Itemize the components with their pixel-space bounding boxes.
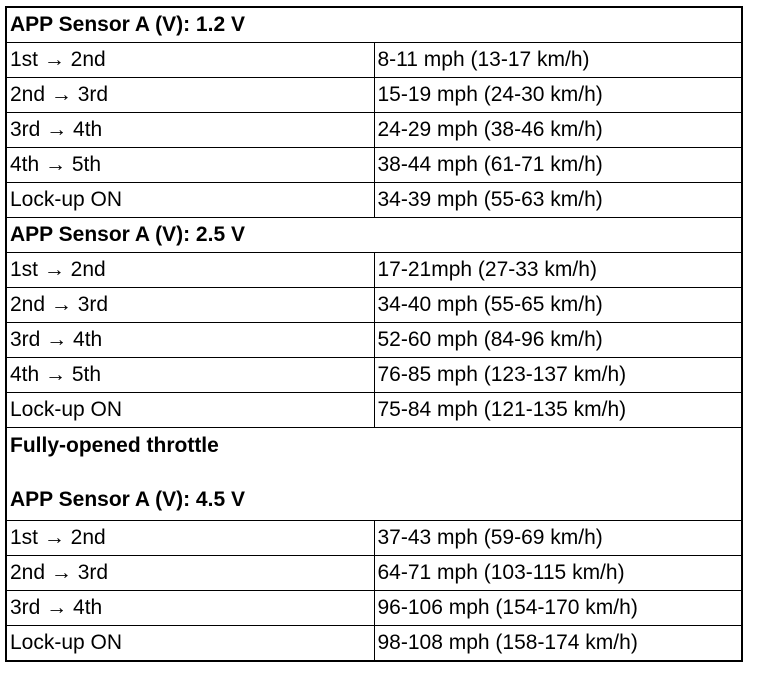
speed-cell: 76-85 mph (123-137 km/h) [374, 358, 742, 393]
gear-cell: Lock-up ON [6, 626, 374, 662]
table-row [6, 358, 742, 393]
gear-cell: 3rd → 4th [6, 323, 374, 358]
table-row [6, 556, 742, 591]
gear-cell: Lock-up ON [6, 393, 374, 428]
section-header-row [6, 428, 742, 521]
gear-cell: 1st → 2nd [6, 521, 374, 556]
section-subheading: Fully-opened throttle [10, 434, 219, 457]
section-heading: APP Sensor A (V): 1.2 V [6, 7, 742, 43]
gear-cell: 2nd → 3rd [6, 556, 374, 591]
table-row [6, 183, 742, 218]
table-row [6, 148, 742, 183]
speed-cell: 34-40 mph (55-65 km/h) [374, 288, 742, 323]
speed-cell: 52-60 mph (84-96 km/h) [374, 323, 742, 358]
table-row [6, 43, 742, 78]
table-row [6, 78, 742, 113]
speed-cell: 8-11 mph (13-17 km/h) [374, 43, 742, 78]
gear-cell: 3rd → 4th [6, 591, 374, 626]
speed-cell: 38-44 mph (61-71 km/h) [374, 148, 742, 183]
speed-cell: 64-71 mph (103-115 km/h) [374, 556, 742, 591]
gear-cell: 2nd → 3rd [6, 78, 374, 113]
speed-cell: 96-106 mph (154-170 km/h) [374, 591, 742, 626]
section-heading-block [6, 428, 742, 521]
gear-cell: 3rd → 4th [6, 113, 374, 148]
table-row [6, 323, 742, 358]
gear-cell: 2nd → 3rd [6, 288, 374, 323]
table-row [6, 591, 742, 626]
speed-cell: 98-108 mph (158-174 km/h) [374, 626, 742, 662]
table-row [6, 253, 742, 288]
gear-cell: 4th → 5th [6, 148, 374, 183]
section-spacer [10, 458, 741, 488]
speed-cell: 75-84 mph (121-135 km/h) [374, 393, 742, 428]
table-row [6, 113, 742, 148]
gear-cell: 1st → 2nd [6, 253, 374, 288]
speed-cell: 17-21mph (27-33 km/h) [374, 253, 742, 288]
gear-cell: Lock-up ON [6, 183, 374, 218]
speed-cell: 37-43 mph (59-69 km/h) [374, 521, 742, 556]
table-row [6, 626, 742, 662]
speed-cell: 15-19 mph (24-30 km/h) [374, 78, 742, 113]
section-header-row [6, 218, 742, 253]
shift-speed-table [5, 6, 743, 662]
gear-cell: 1st → 2nd [6, 43, 374, 78]
gear-cell: 4th → 5th [6, 358, 374, 393]
section-heading: APP Sensor A (V): 2.5 V [6, 218, 742, 253]
speed-cell: 24-29 mph (38-46 km/h) [374, 113, 742, 148]
table-row [6, 521, 742, 556]
table-row [6, 288, 742, 323]
section-header-row [6, 7, 742, 43]
section-heading: APP Sensor A (V): 4.5 V [10, 488, 245, 511]
speed-cell: 34-39 mph (55-63 km/h) [374, 183, 742, 218]
table-row [6, 393, 742, 428]
